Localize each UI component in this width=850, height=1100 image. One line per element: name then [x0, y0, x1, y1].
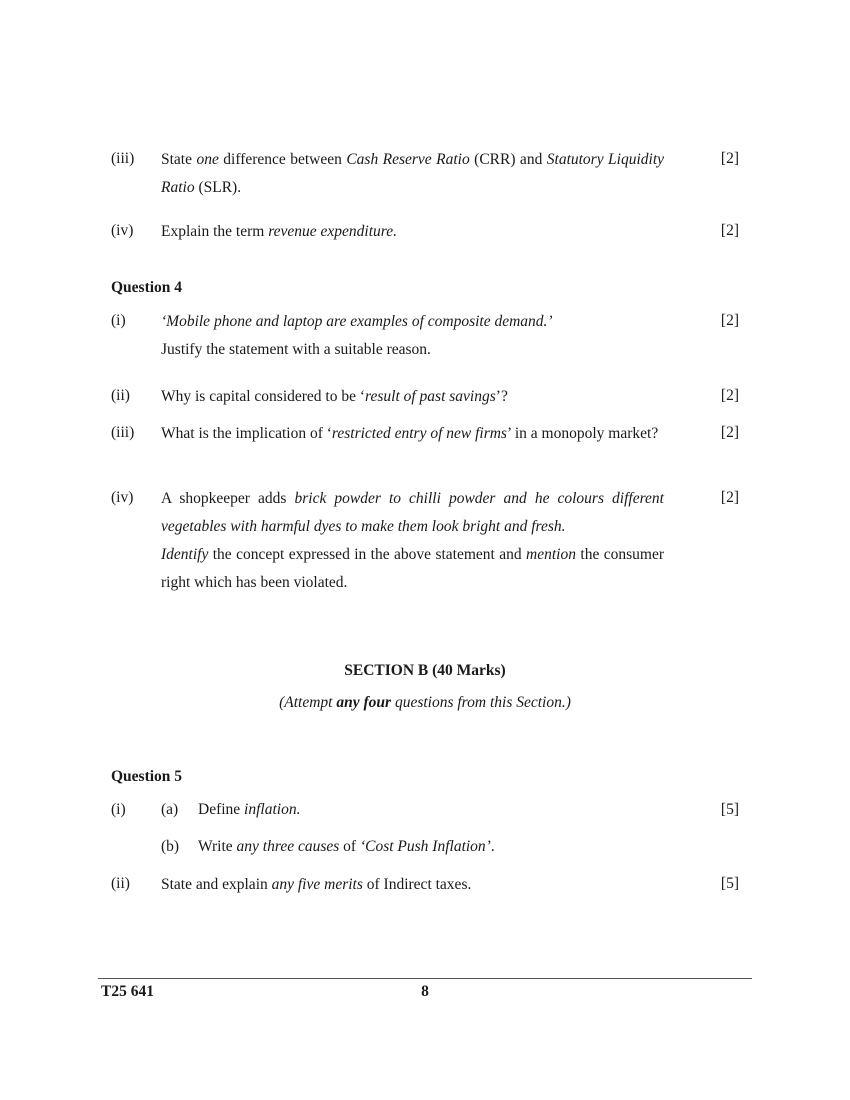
item-number: (i) [111, 801, 126, 818]
marks-label: [5] [720, 801, 739, 818]
question-heading: Question 4 [111, 279, 183, 296]
item-number: (iii) [111, 150, 135, 167]
page-number: 8 [421, 983, 429, 1000]
question-text: Explain the term revenue expenditure. [161, 223, 398, 240]
question-text: Write any three causes of ‘Cost Push Inflation’. [198, 838, 495, 855]
marks-label: [2] [720, 222, 739, 239]
marks-label: [2] [720, 312, 739, 329]
item-number: (iv) [111, 222, 134, 239]
section-title: SECTION B (40 Marks) [344, 662, 506, 679]
question-text: Define inflation. [198, 801, 301, 818]
marks-label: [2] [720, 489, 739, 506]
item-number: (ii) [111, 387, 130, 404]
question-text: State one difference between Cash Reserve Ratio (CRR) and Statutory Liquidity Ratio (SLR). [161, 151, 665, 196]
question-text: A shopkeeper adds brick powder to chilli powder and he colours different vegetables with harmful dyes to make them look bright and fresh. Identify the concept expressed in the above statement and mention the consumer right which has been violated. [161, 490, 664, 591]
question-text: State and explain any five merits of Indirect taxes. [161, 876, 472, 893]
question-text: What is the implication of ‘restricted entry of new firms’ in a monopoly market? [161, 425, 659, 442]
question-text: Why is capital considered to be ‘result of past savings’? [161, 388, 508, 405]
item-number: (ii) [111, 875, 130, 892]
sub-item-label: (a) [161, 801, 179, 818]
marks-label: [2] [720, 424, 739, 441]
question-text: ‘Mobile phone and laptop are examples of composite demand.’ Justify the statement with a suitable reason. [161, 313, 553, 358]
section-instructions: (Attempt any four questions from this Section.) [279, 694, 571, 711]
item-number: (iv) [111, 489, 134, 506]
paper-code: T25 641 [101, 983, 154, 1000]
item-number: (i) [111, 312, 126, 329]
sub-item-label: (b) [161, 838, 180, 855]
marks-label: [2] [720, 150, 739, 167]
marks-label: [5] [720, 875, 739, 892]
footer-divider [98, 978, 752, 979]
marks-label: [2] [720, 387, 739, 404]
question-heading: Question 5 [111, 768, 183, 785]
item-number: (iii) [111, 424, 135, 441]
